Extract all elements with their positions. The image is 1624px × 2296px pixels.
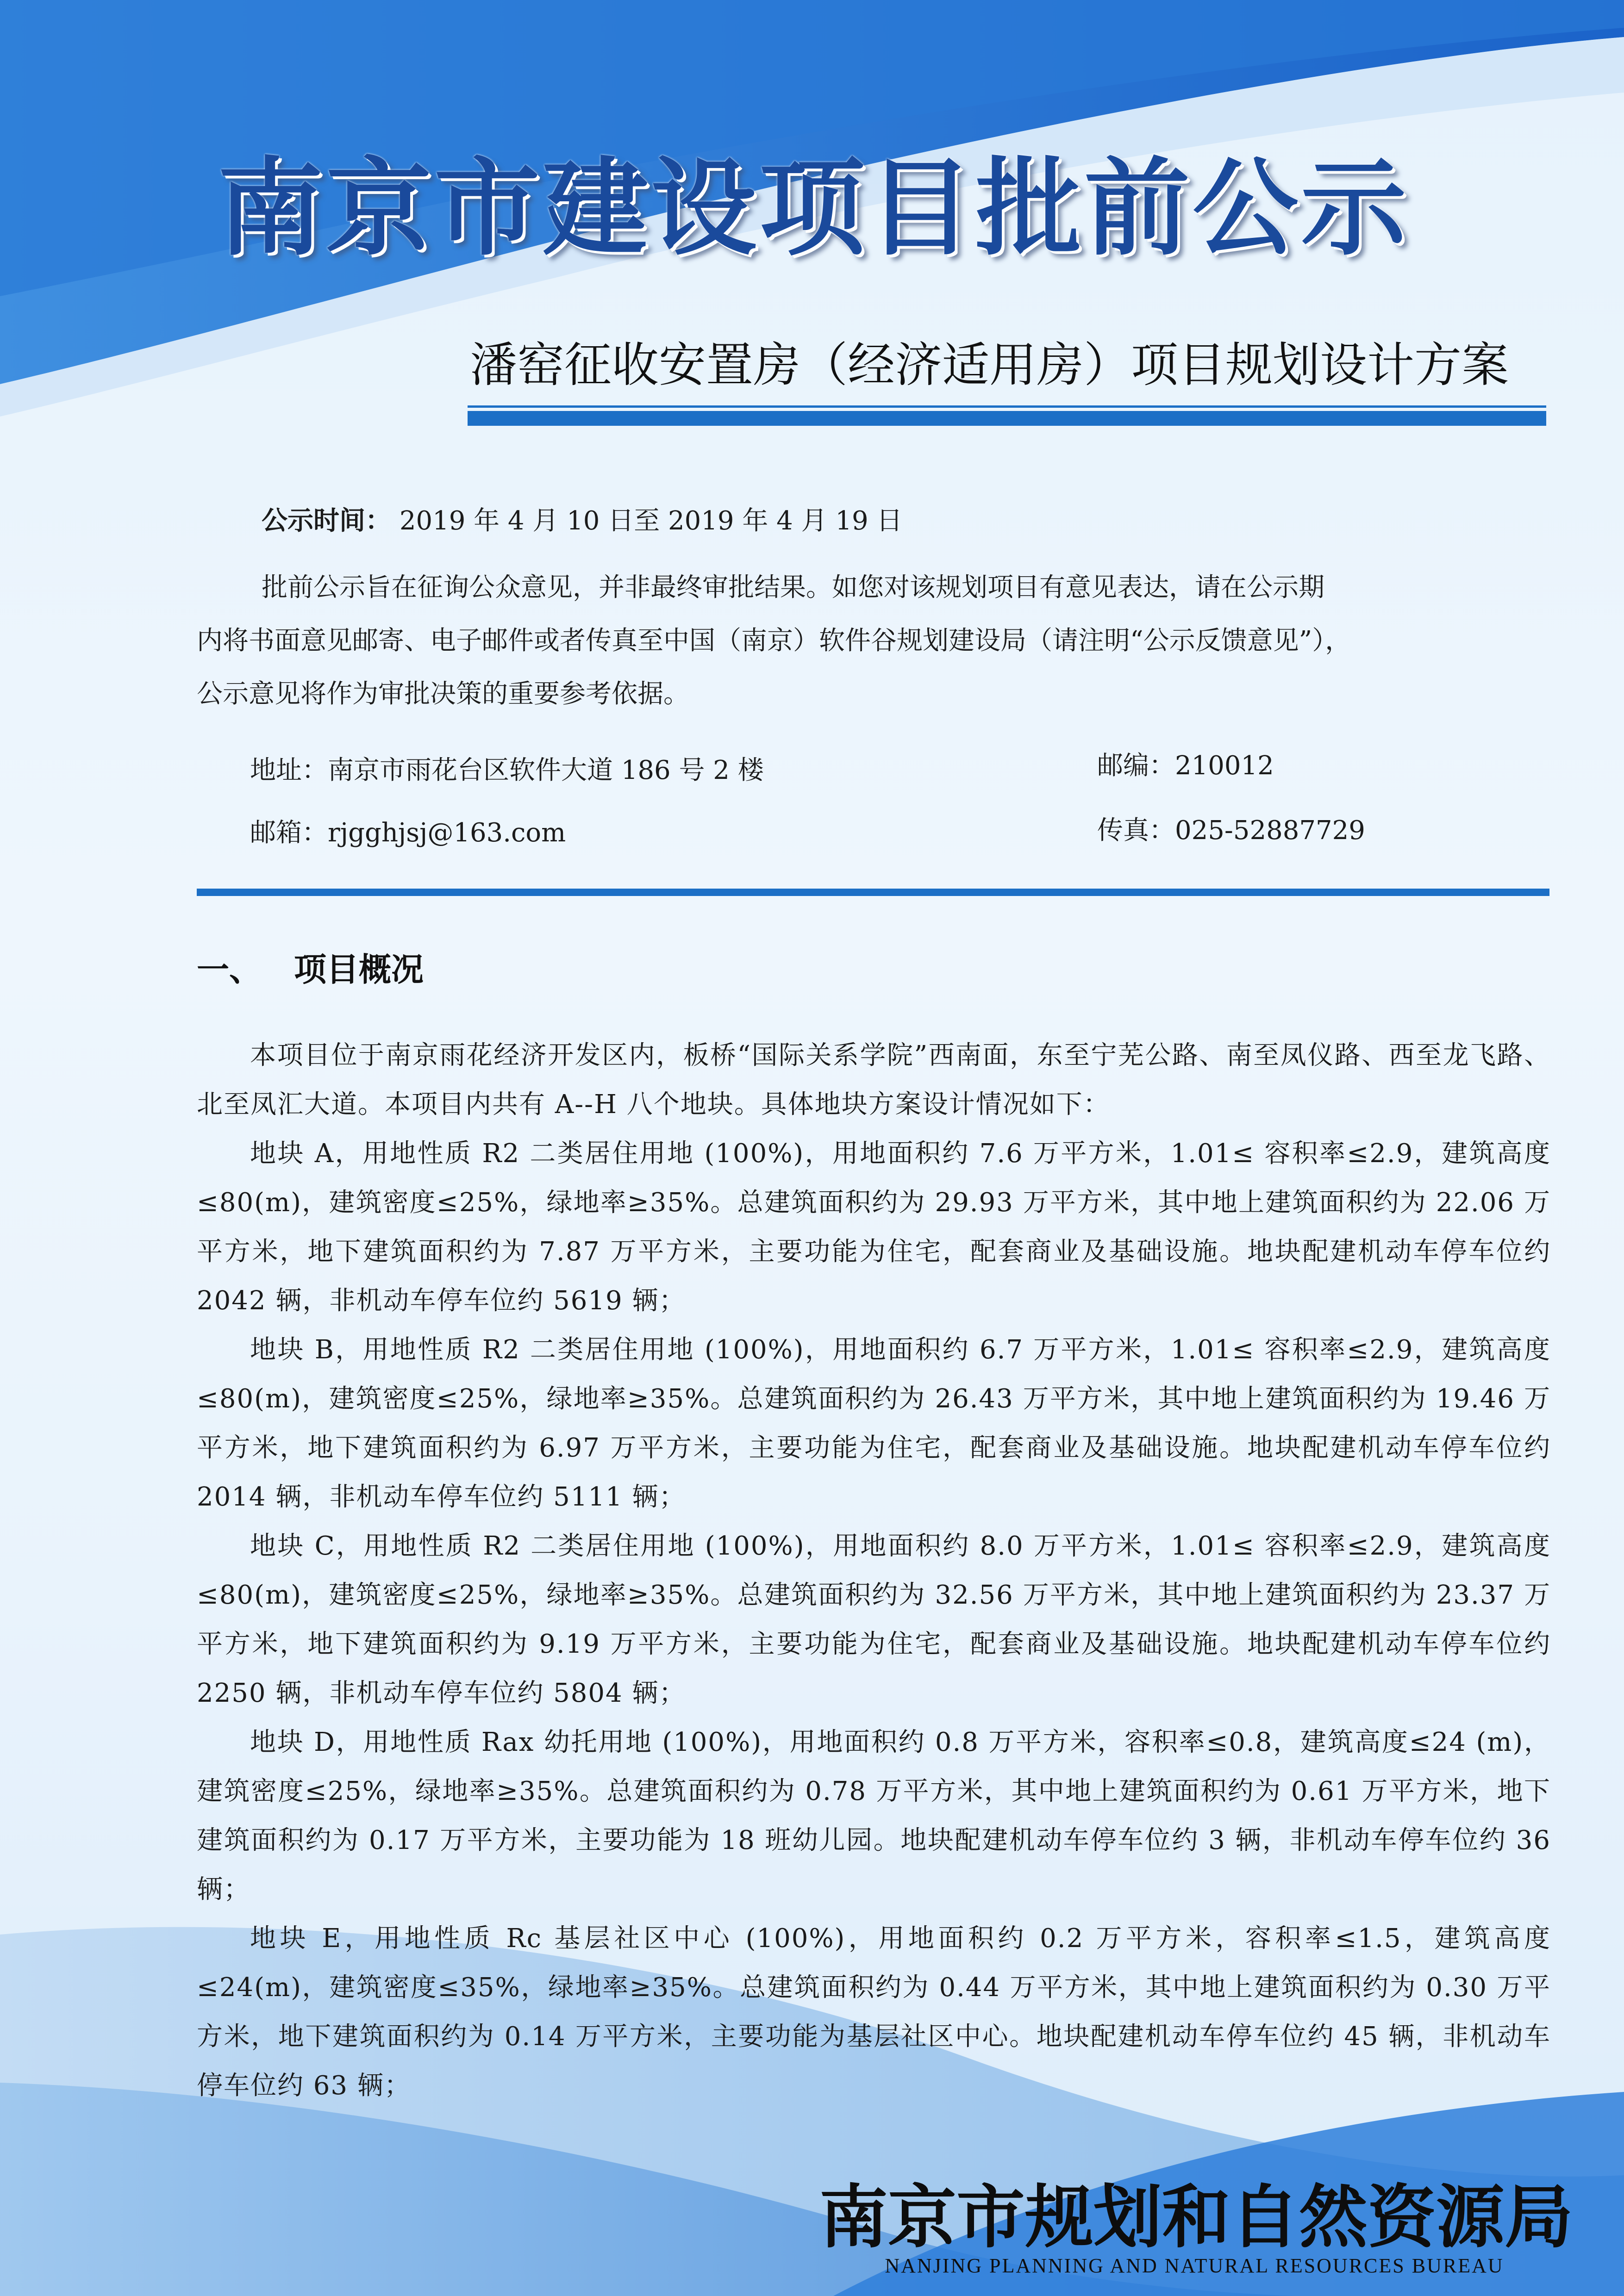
- sub-title: 潘窑征收安置房（经济适用房）项目规划设计方案: [470, 338, 1509, 393]
- section-number: 一、: [197, 950, 262, 989]
- footer-org-name-en: NANJING PLANNING AND NATURAL RESOURCES BUREAU: [885, 2254, 1504, 2277]
- plot-c-paragraph: 地块 C，用地性质 R2 二类居住用地 (100%)，用地面积约 8.0 万平方米，1.01≤ 容积率≤2.9，建筑高度≤80(m)，建筑密度≤25%，绿地率≥35%。总建筑面积约为 32.56 万平方米，其中地上建筑面积约为 23.37 万平方米，地下建筑面积约为 9.19 万平方米，主要功能为住宅，配套商业及基础设施。地块配建机动车停车位约 2250 辆，非机动车停车位约 5804 辆；: [197, 1531, 1551, 1708]
- notice-time-row: [262, 502, 902, 540]
- notice-intro-line: 批前公示旨在征询公众意见，并非最终审批结果。如您对该规划项目有意见表达，请在公示期: [262, 572, 1324, 603]
- contact-address: 地址：南京市雨花台区软件大道 186 号 2 楼: [250, 755, 764, 785]
- title-underline: [468, 411, 1546, 426]
- notice-time-value: 2019 年 4 月 10 日至 2019 年 4 月 19 日: [399, 506, 903, 536]
- section-divider: [197, 889, 1549, 896]
- plot-e-paragraph: 地块 E，用地性质 Rc 基层社区中心 (100%)，用地面积约 0.2 万平方米，容积率≤1.5，建筑高度≤24(m)，建筑密度≤35%，绿地率≥35%。总建筑面积约为 0.44 万平方米，其中地上建筑面积约为 0.30 万平方米，地下建筑面积约为 0.14 万平方米，主要功能为基层社区中心。地块配建机动车停车位约 45 辆，非机动车停车位约 63 辆；: [197, 1923, 1551, 2101]
- plot-a-paragraph: 地块 A，用地性质 R2 二类居住用地 (100%)，用地面积约 7.6 万平方米，1.01≤ 容积率≤2.9，建筑高度≤80(m)，建筑密度≤25%，绿地率≥35%。总建筑面积约为 29.93 万平方米，其中地上建筑面积约为 22.06 万平方米，地下建筑面积约为 7.87 万平方米，主要功能为住宅，配套商业及基础设施。地块配建机动车停车位约 2042 辆，非机动车停车位约 5619 辆；: [197, 1139, 1551, 1316]
- plot-d-paragraph: 地块 D，用地性质 Rax 幼托用地 (100%)，用地面积约 0.8 万平方米，容积率≤0.8，建筑高度≤24 (m)，建筑密度≤25%，绿地率≥35%。总建筑面积约为 0.78 万平方米，其中地上建筑面积约为 0.61 万平方米，地下建筑面积约为 0.17 万平方米，主要功能为 18 班幼儿园。地块配建机动车停车位约 3 辆，非机动车停车位约 36 辆；: [197, 1727, 1551, 1904]
- contact-fax: 传真：025-52887729: [1097, 815, 1365, 846]
- section-heading: [197, 944, 424, 995]
- overview-paragraph: 本项目位于南京雨花经济开发区内，板桥“国际关系学院”西南面，东至宁芜公路、南至凤仪路、西至龙飞路、北至凤汇大道。本项目内共有 A--H 八个地块。具体地块方案设计情况如下：: [197, 1040, 1551, 1120]
- footer-org-name: 南京市规划和自然资源局: [819, 2177, 1573, 2257]
- section-title: 项目概况: [294, 950, 424, 989]
- plot-b-paragraph: 地块 B，用地性质 R2 二类居住用地 (100%)，用地面积约 6.7 万平方米，1.01≤ 容积率≤2.9，建筑高度≤80(m)，建筑密度≤25%，绿地率≥35%。总建筑面积约为 26.43 万平方米，其中地上建筑面积约为 19.46 万平方米，地下建筑面积约为 6.97 万平方米，主要功能为住宅，配套商业及基础设施。地块配建机动车停车位约 2014 辆，非机动车停车位约 5111 辆；: [197, 1335, 1551, 1512]
- notice-intro-line: 内将书面意见邮寄、电子邮件或者传真至中国（南京）软件谷规划建设局（请注明“公示反馈意见”），: [197, 626, 1351, 656]
- contact-email[interactable]: 邮箱：rjgghjsj@163.com: [250, 818, 566, 848]
- main-title: 南京市建设项目批前公示: [218, 147, 1409, 270]
- contact-postcode: 邮编：210012: [1097, 751, 1274, 781]
- notice-intro-line: 公示意见将作为审批决策的重要参考依据。: [197, 679, 689, 709]
- notice-time-label: 公示时间：: [262, 505, 391, 536]
